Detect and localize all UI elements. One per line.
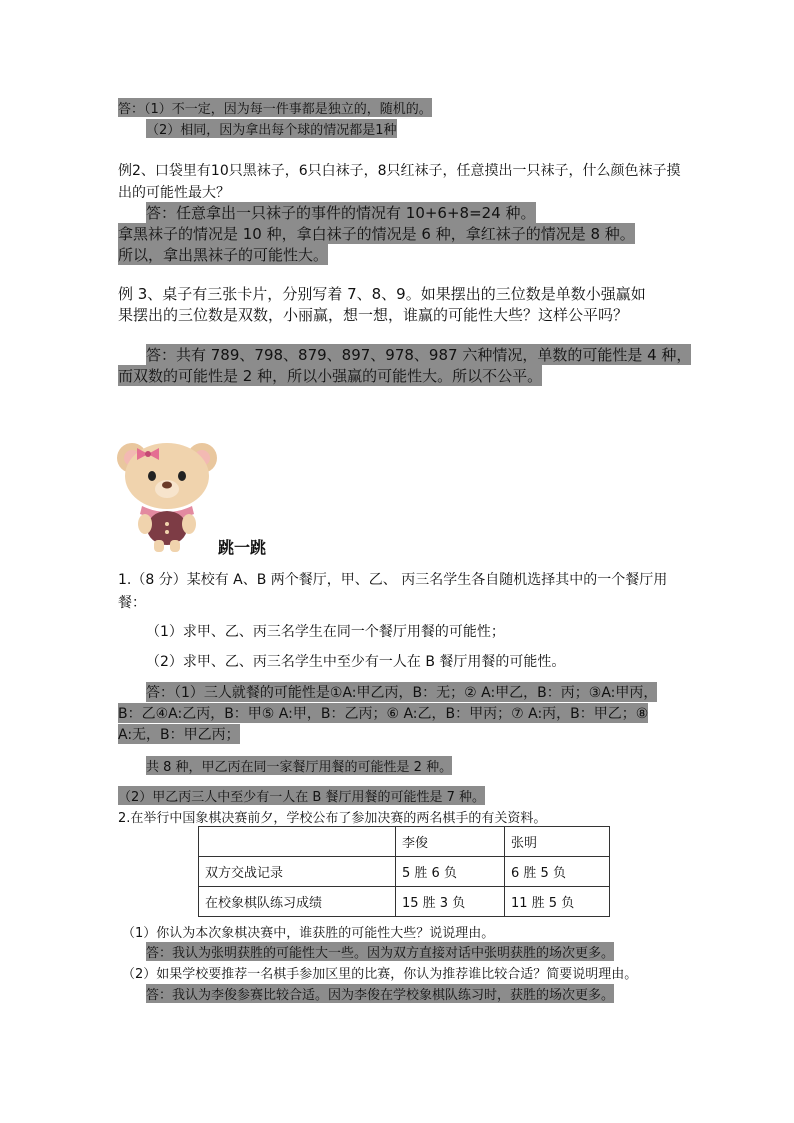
q1-answer-5: （2）甲乙丙三人中至少有一人在 B 餐厅用餐的可能性是 7 种。 [118,786,485,805]
table-row [199,857,610,887]
q1-answer-4: 共 8 种，甲乙丙在同一家餐厅用餐的可能性是 2 种。 [146,756,452,775]
player-stats-table [198,826,610,917]
table-row [199,887,610,917]
example3-answer-1: 答：共有 789、798、879、897、978、987 六种情况，单数的可能性是 4 种， [146,346,692,364]
q1-line2: 餐： [118,595,146,611]
section-title: 跳一跳 [218,538,267,557]
bear-mascot-icon [112,432,222,556]
intro-answer-1: 答：（1）不一定，因为每一件事都是独立的，随机的。 [118,98,432,117]
table-cell: 双方交战记录 [199,857,396,887]
example3-question-line2: 果摆出的三位数是双数，小丽赢，想一想，谁赢的可能性大些？这样公平吗？ [118,306,629,324]
example2-answer-3: 所以，拿出黑袜子的可能性大。 [118,246,329,264]
q1-subquestion-1: （1）求甲、乙、丙三名学生在同一个餐厅用餐的可能性； [146,624,505,640]
table-header-cell: 张明 [505,827,610,857]
example3-question-line1: 例 3、桌子有三张卡片，分别写着 7、8、9。如果摆出的三位数是单数小强赢如 [118,285,646,303]
q2-intro: 2.在举行中国象棋决赛前夕，学校公布了参加决赛的两名棋手的有关资料。 [118,811,547,826]
example2-answer-2: 拿黑袜子的情况是 10 种，拿白袜子的情况是 6 种，拿红袜子的情况是 8 种。 [118,225,635,243]
table-header-cell: 李俊 [396,827,505,857]
q1-line1: 1.（8 分）某校有 A、B 两个餐厅，甲、乙、 丙三名学生各自随机选择其中的一个餐厅用 [118,572,668,588]
example2-question-line1: 例2、口袋里有10只黑袜子，6只白袜子，8只红袜子，任意摸出一只袜子，什么颜色袜子摸 [118,163,681,179]
intro-answer-2: （2）相同，因为拿出每个球的情况都是1种 [146,119,397,138]
q1-answer-3: A:无，B：甲乙丙； [118,724,240,744]
table-cell: 在校象棋队练习成绩 [199,887,396,917]
q2-subquestion-2: （2）如果学校要推荐一名棋手参加区里的比赛，你认为推荐谁比较合适？简要说明理由。 [122,967,638,982]
example3-answer-2: 而双数的可能性是 2 种，所以小强赢的可能性大。所以不公平。 [118,367,543,385]
q1-answer-1: 答：（1）三人就餐的可能性是①A:甲乙丙，B：无；② A:甲乙，B：丙；③A:甲丙， [146,682,657,702]
table-cell: 6 胜 5 负 [505,857,610,887]
example2-answer-1: 答：任意拿出一只袜子的事件的情况有 10+6+8=24 种。 [146,204,536,222]
q2-answer-1: 答：我认为张明获胜的可能性大一些。因为双方直接对话中张明获胜的场次更多。 [146,942,614,961]
q2-answer-2: 答：我认为李俊参赛比较合适。因为李俊在学校象棋队练习时，获胜的场次更多。 [146,984,614,1003]
table-cell: 5 胜 6 负 [396,857,505,887]
table-cell: 15 胜 3 负 [396,887,505,917]
q1-subquestion-2: （2）求甲、乙、丙三名学生中至少有一人在 B 餐厅用餐的可能性。 [146,654,566,670]
q1-answer-2: B：乙④A:乙丙，B：甲⑤ A:甲，B：乙丙；⑥ A:乙，B：甲丙；⑦ A:丙，B：甲乙；⑧ [118,703,648,723]
table-header-cell [199,827,396,857]
table-cell: 11 胜 5 负 [505,887,610,917]
example2-question-line2: 出的可能性最大？ [118,185,230,201]
q2-subquestion-1: （1）你认为本次象棋决赛中，谁获胜的可能性大些？说说理由。 [122,926,495,941]
table-header-row [199,827,610,857]
